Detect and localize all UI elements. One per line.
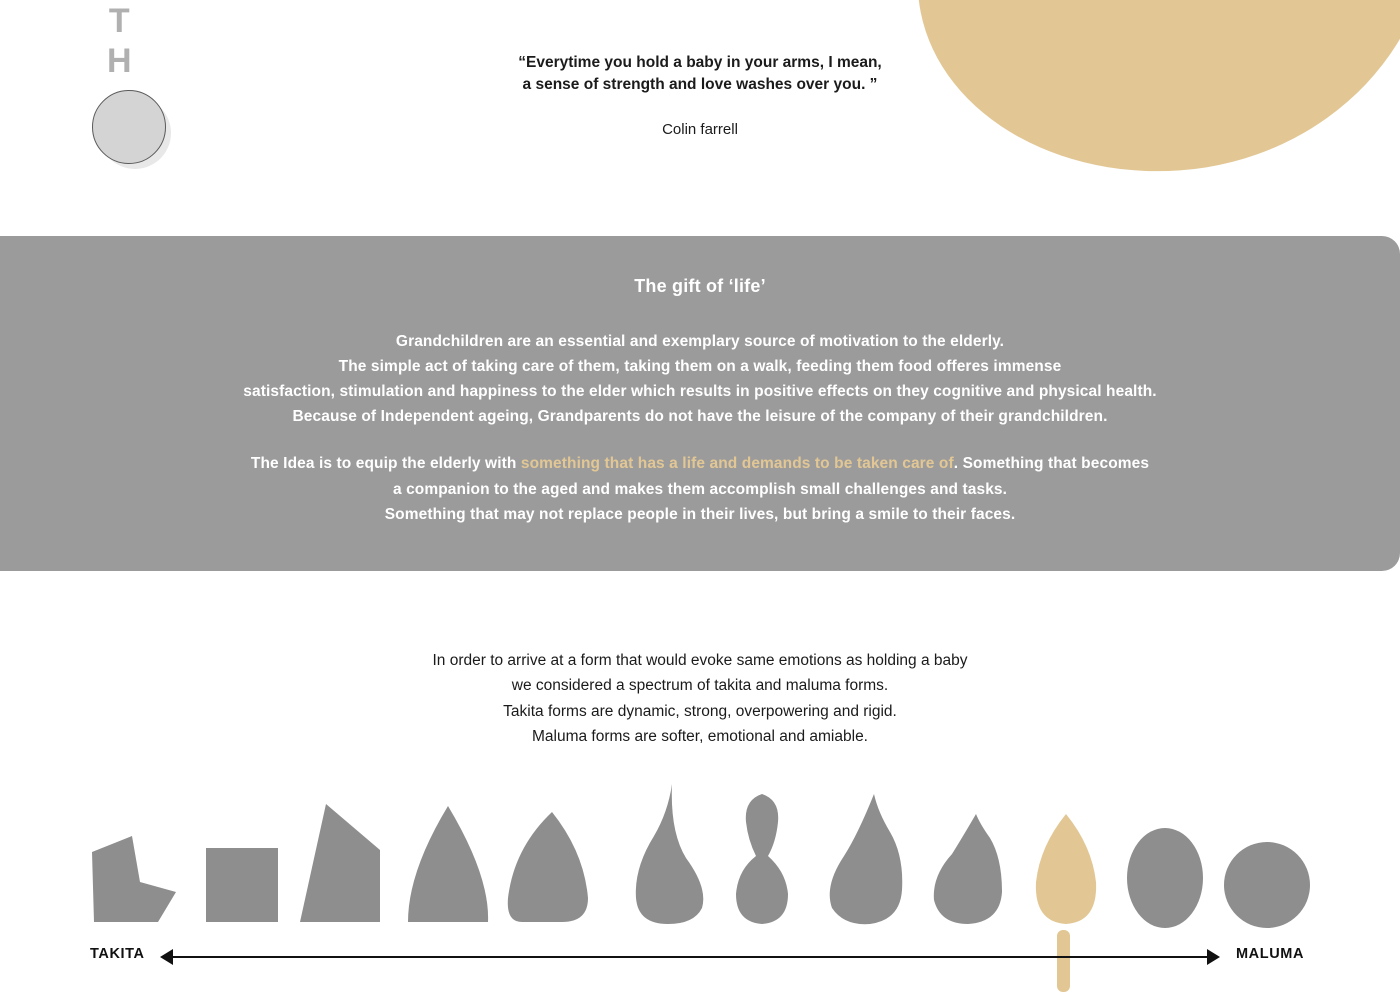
- shape-blob-pear: [922, 810, 1012, 930]
- quote-line-1: “Everytime you hold a baby in your arms, I mean,: [518, 54, 882, 71]
- mid-line-4: Maluma forms are softer, emotional and amiable.: [532, 727, 868, 745]
- shape-circle: [1222, 830, 1312, 930]
- quote-block: [0, 52, 1400, 138]
- panel-paragraph1-line2: The simple act of taking care of them, taking them on a walk, feeding them food offeres immense: [338, 358, 1062, 376]
- mid-line-3: Takita forms are dynamic, strong, overpowering and rigid.: [503, 702, 897, 720]
- shape-triangle-rounded: [398, 800, 498, 930]
- form-exploration-text: [0, 648, 1400, 749]
- panel-idea-prefix: The Idea is to equip the elderly with: [250, 455, 517, 473]
- brand-mark: TH: [100, 2, 139, 82]
- panel-paragraph1-line3: satisfaction, stimulation and happiness to the elder which results in positive effects on they cognitive and physical health.: [243, 383, 1157, 401]
- shape-pentagon-soft: [500, 800, 600, 930]
- gift-of-life-panel: [0, 236, 1400, 571]
- shape-square: [200, 830, 290, 930]
- mid-line-2: we considered a spectrum of takita and maluma forms.: [511, 677, 889, 695]
- shape-droplet-curved: [812, 790, 912, 930]
- panel-paragraph1-line4: Because of Independent ageing, Grandparents do not have the leisure of the company of their grandchildren.: [292, 408, 1108, 426]
- panel-idea-line: [0, 451, 1400, 476]
- shape-trapezoid-steep: [296, 800, 396, 930]
- shape-egg-highlighted: [1026, 810, 1106, 930]
- axis-line: [168, 956, 1218, 958]
- shape-teardrop-sharp: [624, 780, 714, 930]
- shape-oval: [1120, 820, 1210, 930]
- shape-gourd-narrow: [722, 790, 802, 930]
- axis-label-takita: TAKITA: [90, 946, 145, 962]
- spectrum-axis: [0, 946, 1400, 986]
- panel-paragraph2-line1: a companion to the aged and makes them accomplish small challenges and tasks.: [392, 480, 1008, 498]
- panel-paragraph2-line2: Something that may not replace people in their lives, but bring a smile to their faces.: [384, 505, 1016, 523]
- quote-author: Colin farrell: [662, 120, 738, 138]
- panel-paragraph1-line1: Grandchildren are an essential and exemplary source of motivation to the elderly.: [395, 333, 1005, 350]
- shape-spectrum: [0, 780, 1400, 930]
- panel-idea-suffix: . Something that becomes: [953, 455, 1150, 473]
- shape-angular-chunk: [84, 830, 184, 930]
- panel-spacer: [0, 429, 1400, 451]
- mid-line-1: In order to arrive at a form that would evoke same emotions as holding a baby: [432, 652, 968, 669]
- quote-line-2: a sense of strength and love washes over you. ”: [522, 76, 878, 94]
- arrow-right-icon: [1207, 949, 1220, 965]
- panel-title: The gift of ‘life’: [634, 276, 766, 296]
- axis-label-maluma: MALUMA: [1236, 946, 1305, 962]
- panel-idea-highlight: something that has a life and demands to be taken care of: [520, 455, 954, 473]
